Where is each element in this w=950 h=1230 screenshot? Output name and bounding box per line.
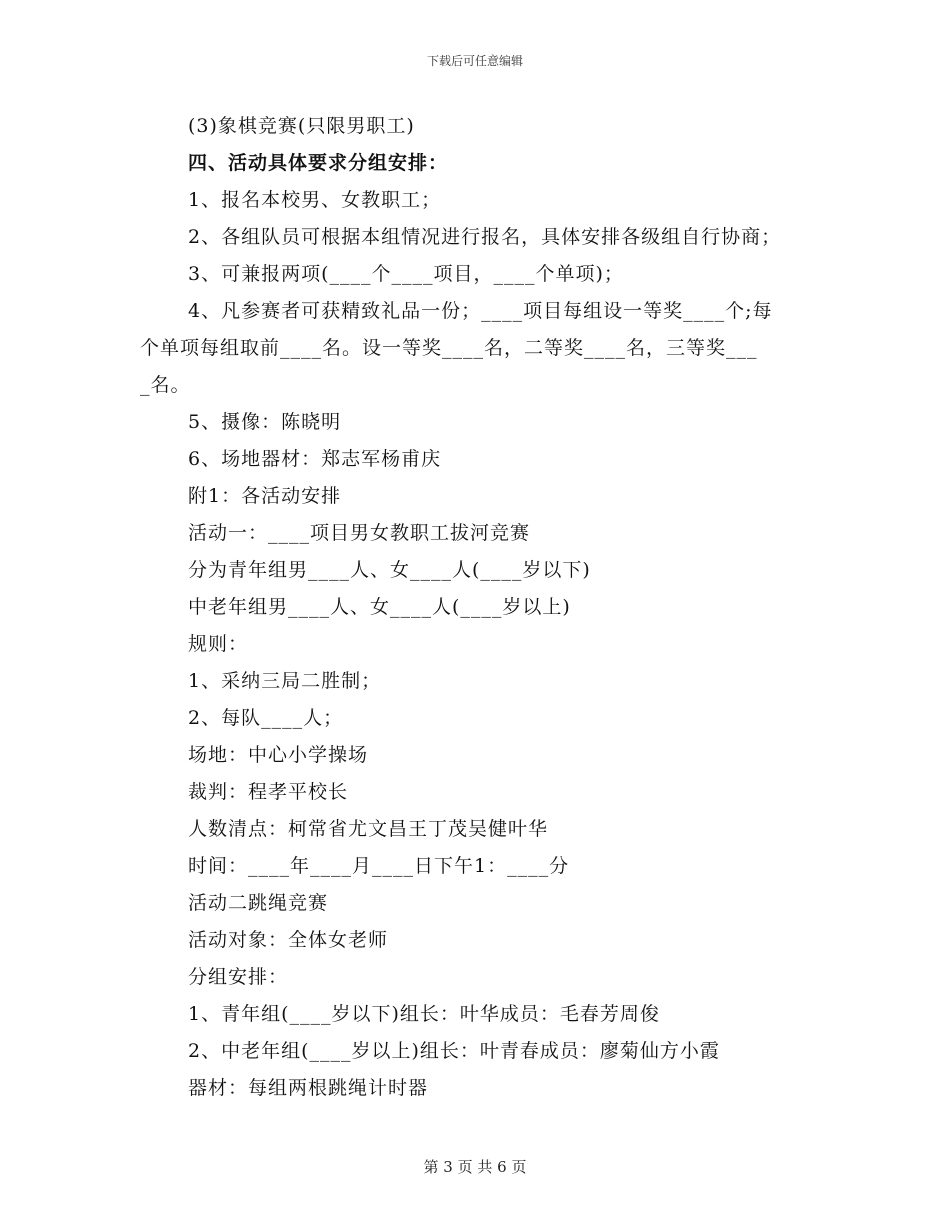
text-line: 分组安排： [188,966,289,988]
text-line: 4、凡参赛者可获精致礼品一份；____项目每组设一等奖____个;每 [188,300,773,322]
text-line: 2、各组队员可根据本组情况进行报名，具体安排各级组自行协商； [188,226,782,248]
text-line: 活动一：____项目男女教职工拔河竞赛 [188,522,531,544]
page-footer: 第 3 页 共 6 页 [423,1158,527,1176]
text-line: 器材：每组两根跳绳计时器 [188,1077,429,1099]
text-line: 附1：各活动安排 [188,485,342,507]
text-line: 规则： [188,633,249,655]
text-line: _名。 [140,374,191,396]
text-line: 6、场地器材：郑志军杨甫庆 [188,448,442,470]
text-line: 活动对象：全体女老师 [188,929,389,951]
document-body [140,108,820,1107]
text-line: 时间：____年____月____日下午1：____分 [188,855,570,877]
text-line: 人数清点：柯常省尤文昌王丁茂吴健叶华 [188,818,549,840]
text-line: 个单项每组取前____名。设一等奖____名，二等奖____名，三等奖___ [140,337,758,359]
text-line: 活动二跳绳竞赛 [188,892,329,914]
text-line: 场地：中心小学操场 [188,744,369,766]
text-line: 1、采纳三局二胜制； [188,670,382,692]
text-line: 3、可兼报两项(____个____项目，____个单项)； [188,263,624,285]
text-line: 1、青年组(____岁以下)组长：叶华成员：毛春芳周俊 [188,1003,660,1025]
text-line: 2、中老年组(____岁以上)组长：叶青春成员：廖菊仙方小霞 [188,1040,720,1062]
text-line: 5、摄像：陈晓明 [188,411,342,433]
text-line: 1、报名本校男、女教职工； [188,189,442,211]
text-line: 裁判：程孝平校长 [188,781,349,803]
page-header: 下载后可任意编辑 [426,54,523,68]
text-line: 中老年组男____人、女____人(____岁以上) [188,596,571,618]
text-line: 分为青年组男____人、女____人(____岁以下) [188,559,591,581]
text-line: (3)象棋竞赛(只限男职工) [188,115,415,137]
section-heading: 四、活动具体要求分组安排： [188,152,449,174]
text-line: 2、每队____人； [188,707,344,729]
